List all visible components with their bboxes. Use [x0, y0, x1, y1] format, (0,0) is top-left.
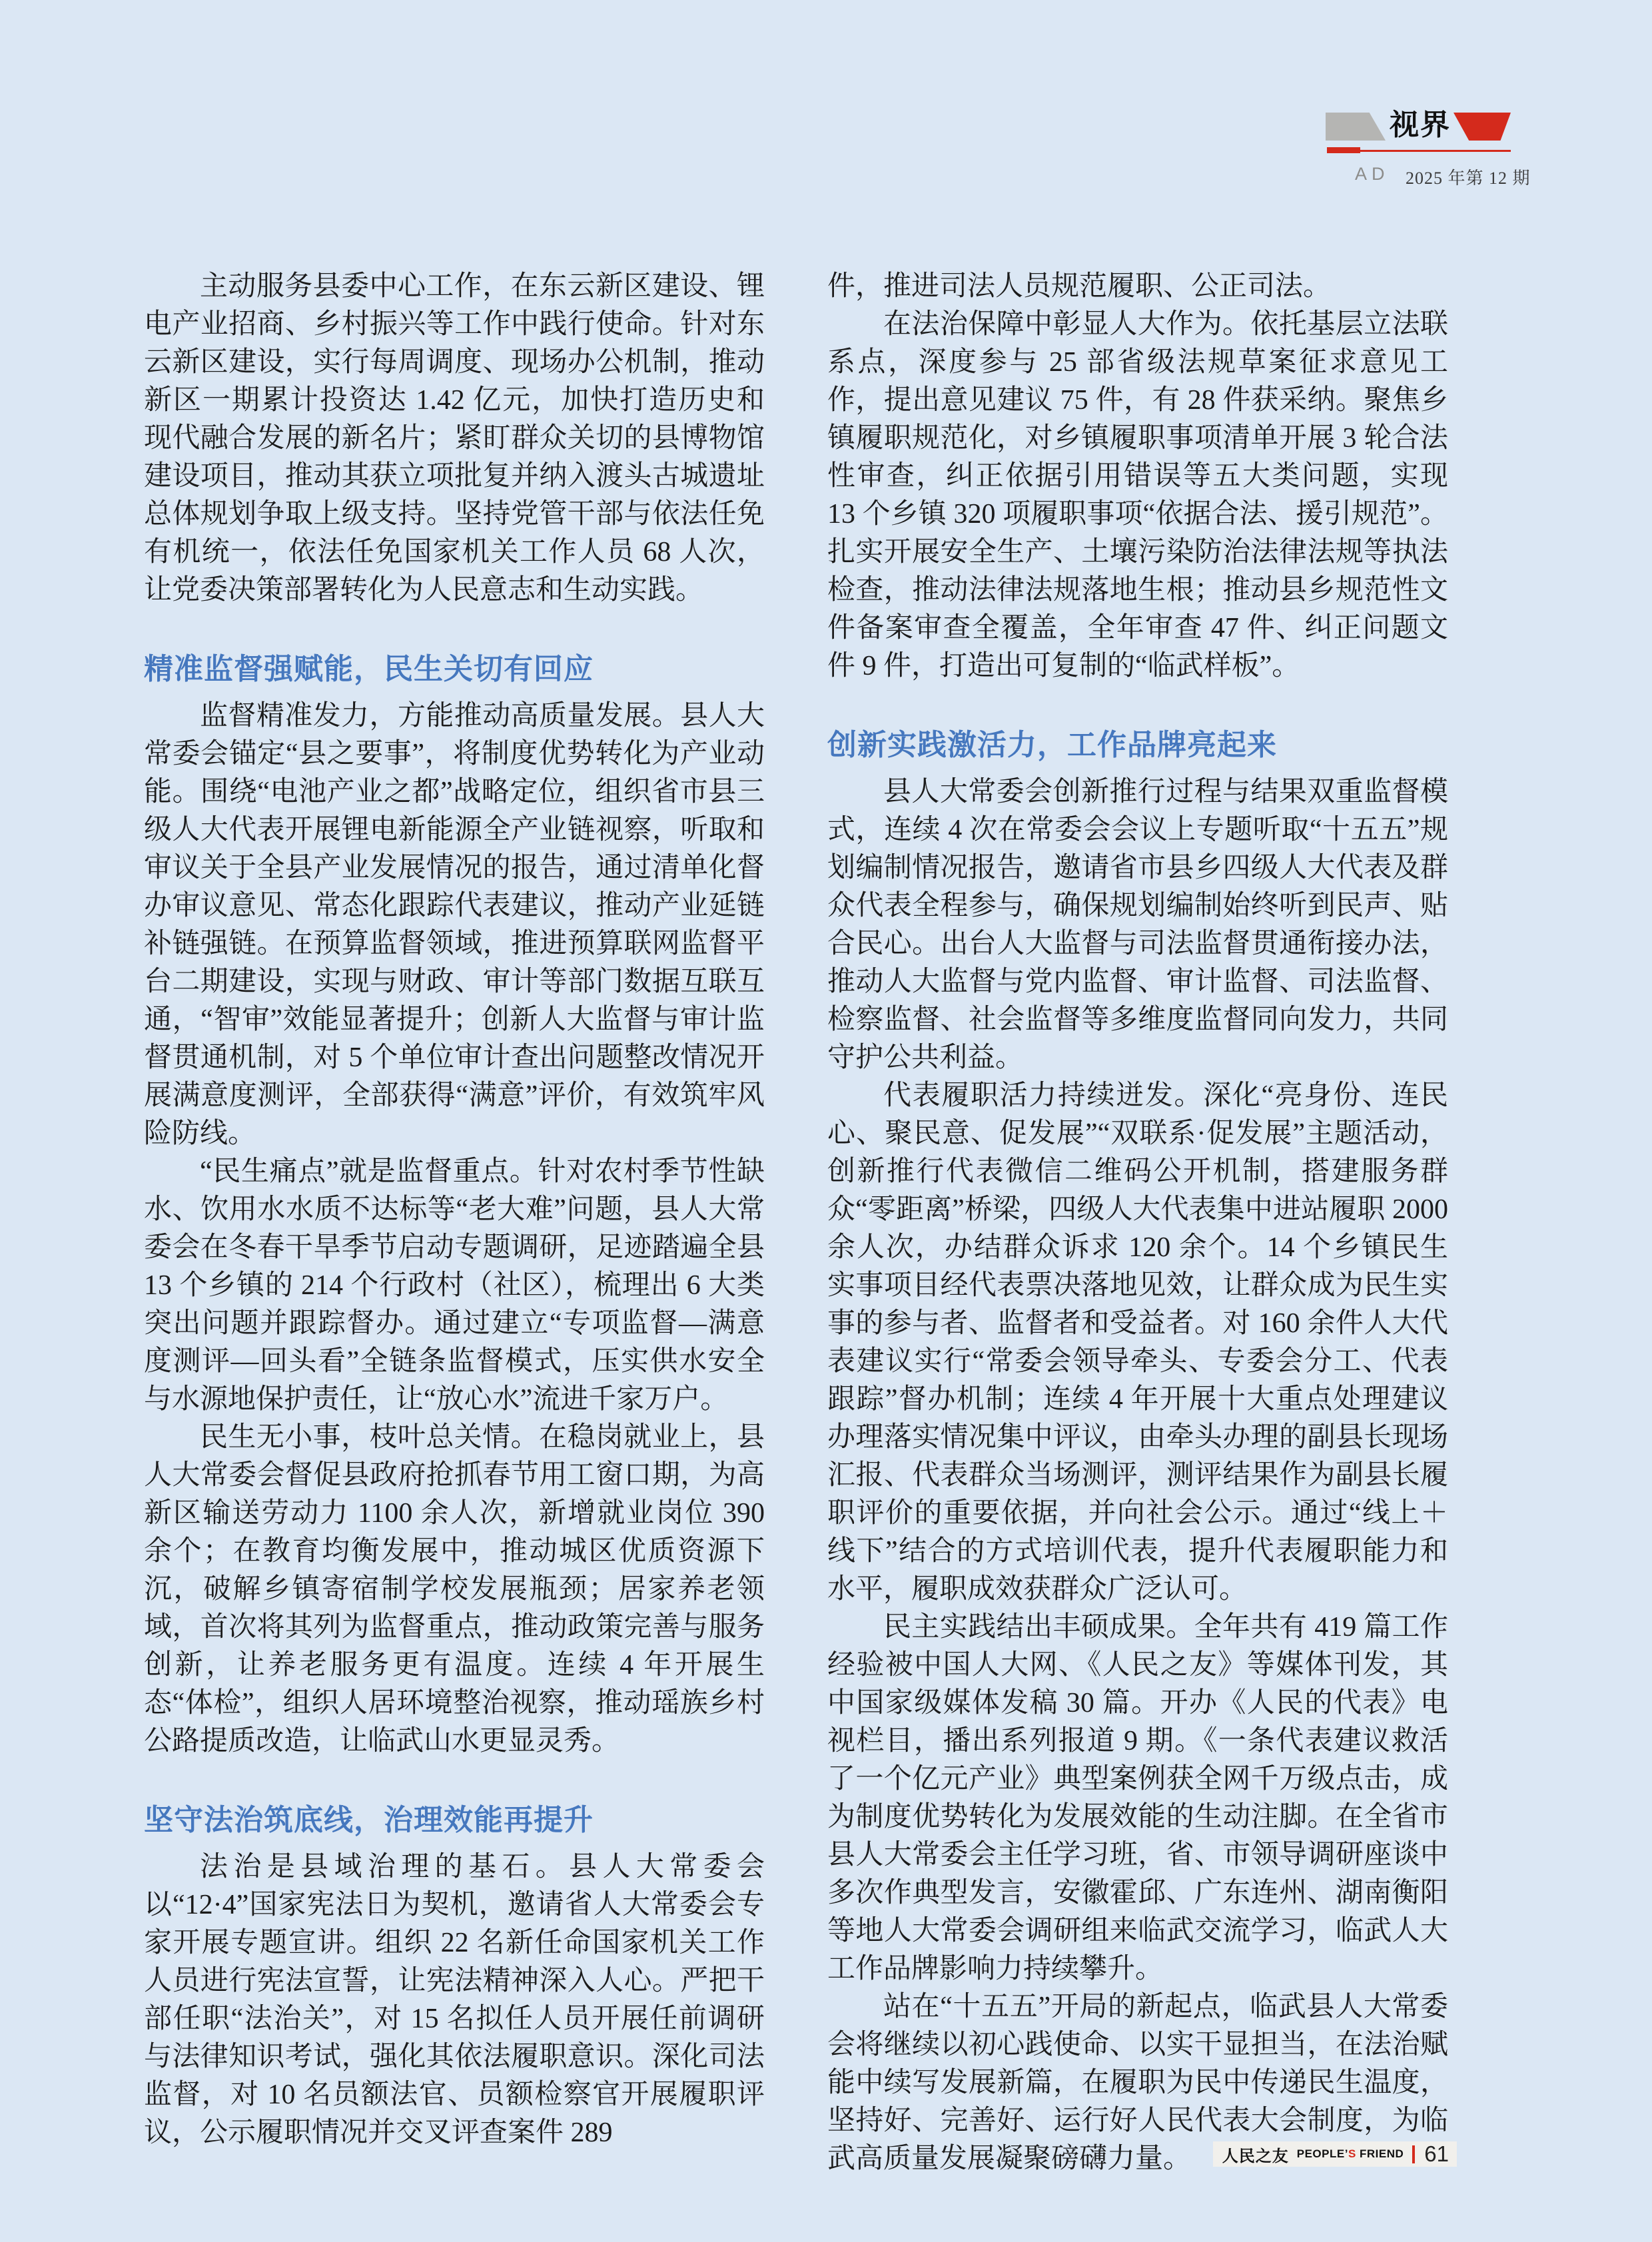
- section-heading: 精准监督强赋能，民生关切有回应: [144, 653, 594, 685]
- masthead-red-trapezoid-icon: [1453, 113, 1511, 141]
- page-number: 61: [1424, 2141, 1449, 2166]
- footer-divider: [1412, 2145, 1415, 2163]
- footer-magazine-name-cn: 人民之友: [1222, 2147, 1289, 2165]
- body-paragraph: 监督精准发力，方能推动高质量发展。县人大常委会锚定“县之要事”，将制度优势转化为产业动能。围绕“电池产业之都”战略定位，组织省市县三级人大代表开展锂电新能源全产业链视察，听取和审议关于全县产业发展情况的报告，通过清单化督办审议意见、常态化跟踪代表建议，推动产业延链补链强链。在预算监督领域，推进预算联网监督平台二期建设，实现与财政、审计等部门数据互联互通，“智审”效能显著提升；创新人大监督与审计监督贯通机制，对 5 个单位审计查出问题整改情况开展满意度测评，全部获得“满意”评价，有效筑牢风险防线。: [144, 701, 765, 1149]
- issue-code: AD: [1355, 164, 1390, 184]
- body-paragraph: 民生无小事，枝叶总关情。在稳岗就业上，县人大常委会督促县政府抢抓春节用工窗口期，为高新区输送劳动力 1100 余人次，新增就业岗位 390 余个；在教育均衡发展中，推动城区优质资源下沉，破解乡镇寄宿制学校发展瓶颈；居家养老领域，首次将其列为监督重点，推动政策完善与服务创新，让养老服务更有温度。连续 4 年开展生态“体检”，组织人居环境整治视察，推动瑶族乡村公路提质改造，让临武山水更显灵秀。: [144, 1422, 765, 1756]
- masthead-rule-accent: [1327, 147, 1360, 153]
- issue-number: 2025 年第 12 期: [1406, 169, 1531, 188]
- body-paragraph: 民主实践结出丰硕成果。全年共有 419 篇工作经验被中国人大网、《人民之友》等媒体刊发，其中国家级媒体发稿 30 篇。开办《人民的代表》电视栏目，播出系列报道 9 期。《一条代表建议救活了一个亿元产业》典型案例获全网千万级点击，成为制度优势转化为发展效能的生动注脚。在全省市县人大常委会主任学习班，省、市领导调研座谈中多次作典型发言，安徽霍邱、广东连州、湖南衡阳等地人大常委会调研组来临武交流学习，临武人大工作品牌影响力持续攀升。: [827, 1612, 1448, 1984]
- masthead-gray-trapezoid-icon: [1326, 113, 1386, 141]
- section-title: 视界: [1390, 109, 1451, 141]
- body-paragraph: 法治是县域治理的基石。县人大常委会以“12·4”国家宪法日为契机，邀请省人大常委会专家开展专题宣讲。组织 22 名新任命国家机关工作人员进行宪法宣誓，让宪法精神深入人心。严把干部任职“法治关”，对 15 名拟任人员开展任前调研与法律知识考试，强化其依法履职意识。深化司法监督，对 10 名员额法官、员额检察官开展履职评议，公示履职情况并交叉评查案件 289: [144, 1852, 765, 2148]
- body-paragraph: 县人大常委会创新推行过程与结果双重监督模式，连续 4 次在常委会会议上专题听取“十五五”规划编制情况报告，邀请省市县乡四级人大代表及群众代表全程参与，确保规划编制始终听到民声、贴合民心。出台人大监督与司法监督贯通衔接办法，推动人大监督与党内监督、审计监督、司法监督、检察监督、社会监督等多维度监督同向发力，共同守护公共利益。: [827, 777, 1448, 1073]
- body-paragraph: 站在“十五五”开局的新起点，临武县人大常委会将继续以初心践使命、以实干显担当，在法治赋能中续写发展新篇，在履职为民中传递民生温度，坚持好、完善好、运行好人民代表大会制度，为临武高质量发展凝聚磅礴力量。: [827, 1992, 1448, 2174]
- body-paragraph: 主动服务县委中心工作，在东云新区建设、锂电产业招商、乡村振兴等工作中践行使命。针对东云新区建设，实行每周调度、现场办公机制，推动新区一期累计投资达 1.42 亿元，加快打造历史和现代融合发展的新名片；紧盯群众关切的县博物馆建设项目，推动其获立项批复并纳入渡头古城遗址总体规划争取上级支持。坚持党管干部与依法任免有机统一，依法任免国家机关工作人员 68 人次，让党委决策部署转化为人民意志和生动实践。: [144, 271, 765, 605]
- footer-en-part2: FRIEND: [1356, 2147, 1404, 2160]
- footer-magazine-name-en: [1297, 2147, 1404, 2161]
- column-right: [827, 268, 1448, 2178]
- body-paragraph: “民生痛点”就是监督重点。针对农村季节性缺水、饮用水水质不达标等“老大难”问题，县人大常委会在冬春干旱季节启动专题调研，足迹踏遍全县 13 个乡镇的 214 个行政村（社区），梳理出 6 大类突出问题并跟踪督办。通过建立“专项监督—满意度测评—回头看”全链条监督模式，压实供水安全与水源地保护责任，让“放心水”流进千家万户。: [144, 1156, 765, 1415]
- footer-bar: [1213, 2141, 1457, 2167]
- section-heading: 坚守法治筑底线，治理效能再提升: [144, 1804, 594, 1836]
- column-left: [144, 268, 765, 2152]
- body-paragraph: 在法治保障中彰显人大作为。依托基层立法联系点，深度参与 25 部省级法规草案征求意见工作，提出意见建议 75 件，有 28 件获采纳。聚焦乡镇履职规范化，对乡镇履职事项清单开展 3 轮合法性审查，纠正依据引用错误等五大类问题，实现 13 个乡镇 320 项履职事项“依据合法、援引规范”。扎实开展安全生产、土壤污染防治法律法规等执法检查，推动法律法规落地生根；推动县乡规范性文件备案审查全覆盖，全年审查 47 件、纠正问题文件 9 件，打造出可复制的“临武样板”。: [827, 309, 1448, 681]
- body-paragraph: 件，推进司法人员规范履职、公正司法。: [827, 271, 1332, 302]
- footer-en-red-s: S: [1348, 2147, 1356, 2160]
- section-heading: 创新实践激活力，工作品牌亮起来: [827, 729, 1277, 761]
- footer-en-part1: PEOPLE’: [1296, 2147, 1348, 2160]
- body-paragraph: 代表履职活力持续迸发。深化“亮身份、连民心、聚民意、促发展”“双联系·促发展”主题活动，创新推行代表微信二维码公开机制，搭建服务群众“零距离”桥梁，四级人大代表集中进站履职 2000 余人次，办结群众诉求 120 余个。14 个乡镇民生实事项目经代表票决落地见效，让群众成为民生实事的参与者、监督者和受益者。对 160 余件人大代表建议实行“常委会领导牵头、专委会分工、代表跟踪”督办机制；连续 4 年开展十大重点处理建议办理落实情况集中评议，由牵头办理的副县长现场汇报、代表群众当场测评，测评结果作为副县长履职评价的重要依据，并向社会公示。通过“线上＋线下”结合的方式培训代表，提升代表履职能力和水平，履职成效获群众广泛认可。: [827, 1080, 1448, 1605]
